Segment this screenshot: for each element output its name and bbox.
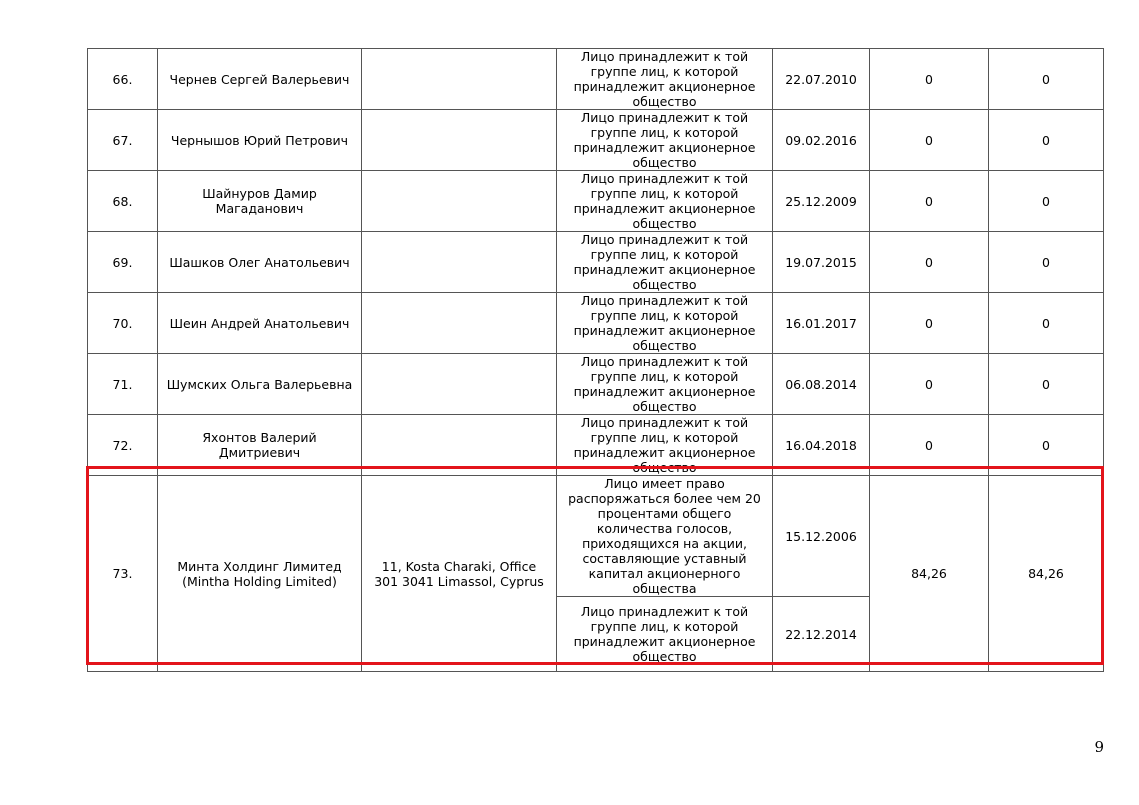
ordinary-shares-percent: 0	[989, 49, 1104, 110]
share-capital-percent: 0	[870, 49, 989, 110]
company-address: 11, Kosta Charaki, Office 301 3041 Limassol, Cyprus	[362, 476, 557, 672]
table-row	[88, 293, 1104, 354]
table-row	[88, 415, 1104, 476]
affiliation-date: 22.12.2014	[773, 597, 870, 672]
share-capital-percent: 0	[870, 232, 989, 293]
person-address	[362, 232, 557, 293]
ordinary-shares-percent: 0	[989, 354, 1104, 415]
affiliation-date: 19.07.2015	[773, 232, 870, 293]
table-row	[88, 110, 1104, 171]
ordinary-shares-percent: 84,26	[989, 476, 1104, 672]
ordinary-shares-percent: 0	[989, 171, 1104, 232]
affiliated-persons-table	[87, 48, 1104, 672]
table-row	[88, 49, 1104, 110]
person-name: Чернев Сергей Валерьевич	[158, 49, 362, 110]
row-number: 73.	[88, 476, 158, 672]
ordinary-shares-percent: 0	[989, 232, 1104, 293]
affiliation-basis: Лицо принадлежит к той группе лиц, к которой принадлежит акционерное общество	[557, 354, 773, 415]
affiliation-date: 16.04.2018	[773, 415, 870, 476]
row-number: 68.	[88, 171, 158, 232]
share-capital-percent: 0	[870, 110, 989, 171]
affiliation-basis: Лицо принадлежит к той группе лиц, к которой принадлежит акционерное общество	[557, 171, 773, 232]
person-name: Шашков Олег Анатольевич	[158, 232, 362, 293]
affiliation-date: 15.12.2006	[773, 476, 870, 597]
table-row	[88, 354, 1104, 415]
person-name: Шайнуров Дамир Магаданович	[158, 171, 362, 232]
row-number: 72.	[88, 415, 158, 476]
person-address	[362, 354, 557, 415]
company-name: Минта Холдинг Лимитед (Mintha Holding Limited)	[158, 476, 362, 672]
affiliation-date: 25.12.2009	[773, 171, 870, 232]
person-name: Шумских Ольга Валерьевна	[158, 354, 362, 415]
person-address	[362, 293, 557, 354]
table-row-highlighted	[88, 476, 1104, 597]
table-row	[88, 171, 1104, 232]
row-number: 70.	[88, 293, 158, 354]
person-name: Шеин Андрей Анатольевич	[158, 293, 362, 354]
affiliation-basis: Лицо принадлежит к той группе лиц, к которой принадлежит акционерное общество	[557, 415, 773, 476]
share-capital-percent: 0	[870, 171, 989, 232]
person-address	[362, 171, 557, 232]
affiliation-date: 16.01.2017	[773, 293, 870, 354]
person-name: Чернышов Юрий Петрович	[158, 110, 362, 171]
ordinary-shares-percent: 0	[989, 110, 1104, 171]
ordinary-shares-percent: 0	[989, 293, 1104, 354]
table-body	[88, 49, 1104, 672]
share-capital-percent: 0	[870, 354, 989, 415]
affiliation-basis: Лицо принадлежит к той группе лиц, к которой принадлежит акционерное общество	[557, 597, 773, 672]
row-number: 66.	[88, 49, 158, 110]
share-capital-percent: 0	[870, 415, 989, 476]
share-capital-percent: 84,26	[870, 476, 989, 672]
row-number: 67.	[88, 110, 158, 171]
affiliation-date: 06.08.2014	[773, 354, 870, 415]
affiliation-date: 09.02.2016	[773, 110, 870, 171]
affiliation-basis: Лицо имеет право распоряжаться более чем 20 процентами общего количества голосов, приходящихся на акции, составляющие уставный капитал акционерного общества	[557, 476, 773, 597]
person-address	[362, 110, 557, 171]
row-number: 71.	[88, 354, 158, 415]
person-name: Яхонтов Валерий Дмитриевич	[158, 415, 362, 476]
person-address	[362, 415, 557, 476]
affiliation-basis: Лицо принадлежит к той группе лиц, к которой принадлежит акционерное общество	[557, 232, 773, 293]
ordinary-shares-percent: 0	[989, 415, 1104, 476]
affiliation-basis: Лицо принадлежит к той группе лиц, к которой принадлежит акционерное общество	[557, 49, 773, 110]
affiliation-date: 22.07.2010	[773, 49, 870, 110]
table-row	[88, 232, 1104, 293]
person-address	[362, 49, 557, 110]
share-capital-percent: 0	[870, 293, 989, 354]
affiliation-basis: Лицо принадлежит к той группе лиц, к которой принадлежит акционерное общество	[557, 293, 773, 354]
page-number: 9	[1094, 738, 1104, 756]
row-number: 69.	[88, 232, 158, 293]
affiliation-basis: Лицо принадлежит к той группе лиц, к которой принадлежит акционерное общество	[557, 110, 773, 171]
